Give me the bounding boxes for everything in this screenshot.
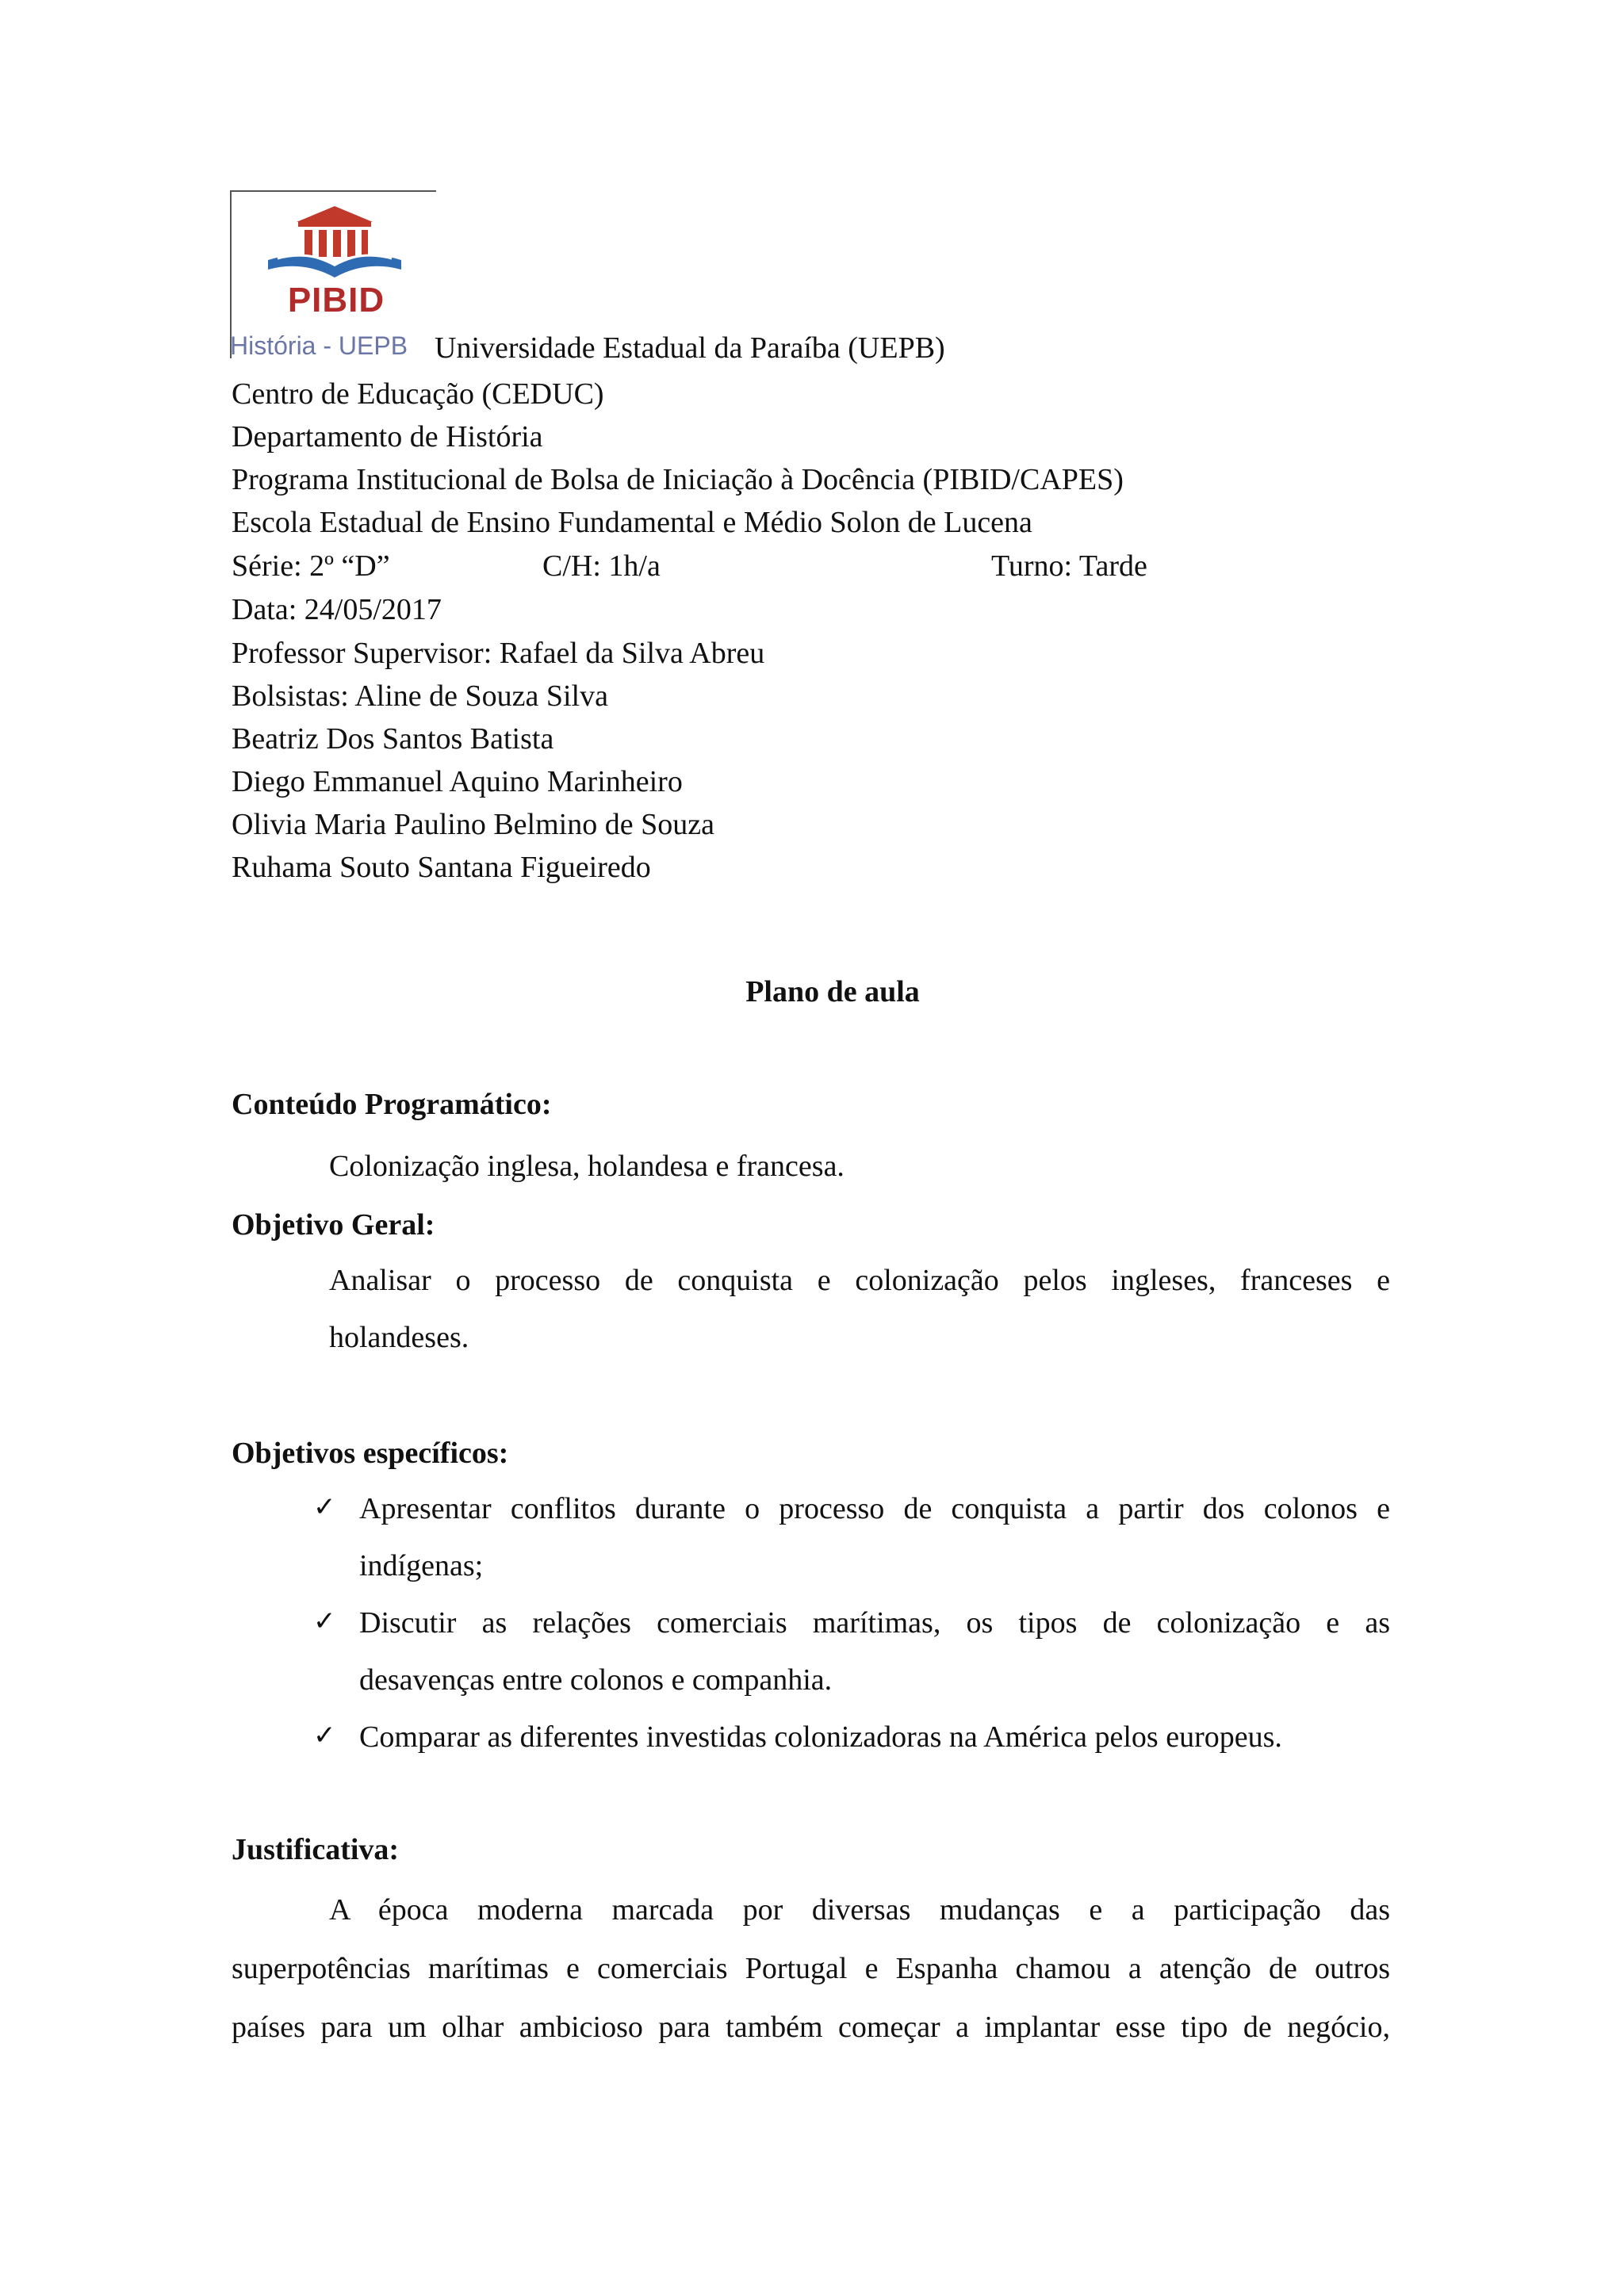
checkmark-icon: ✓ (313, 1720, 336, 1751)
pibid-logo (230, 190, 436, 358)
objetivo-geral-line: holandeses. (329, 1321, 469, 1354)
logo-title: PIBID (287, 281, 385, 320)
list-item (313, 1605, 1392, 1703)
conteudo-text: Colonização inglesa, holandesa e francesa. (329, 1150, 845, 1183)
list-item-text: indígenas; (359, 1549, 484, 1582)
checkmark-icon: ✓ (313, 1605, 336, 1637)
justificativa-line: superpotências marítimas e comerciais Portugal e Espanha chamou a atenção de outros (232, 1952, 1390, 1985)
bolsista-name: Diego Emmanuel Aquino Marinheiro (232, 765, 683, 798)
list-item-text: desavenças entre colonos e companhia. (359, 1663, 833, 1697)
objetivo-geral-line: Analisar o processo de conquista e colonização pelos ingleses, franceses e (329, 1264, 1390, 1297)
justificativa-line: A época moderna marcada por diversas mudanças e a participação das (329, 1893, 1390, 1927)
school-name: Escola Estadual de Ensino Fundamental e Médio Solon de Lucena (232, 506, 1032, 539)
ch-label: C/H: 1h/a (542, 549, 661, 583)
university-name: Universidade Estadual da Paraíba (UEPB) (435, 331, 945, 365)
supervisor-label: Professor Supervisor: Rafael da Silva Abreu (232, 637, 765, 670)
justificativa-line: países para um olhar ambicioso para também começar a implantar esse tipo de negócio, (232, 2011, 1390, 2044)
bolsista-name: Ruhama Souto Santana Figueiredo (232, 851, 651, 884)
list-item-text: Discutir as relações comerciais marítimas, os tipos de colonização e as (359, 1606, 1390, 1640)
list-item (313, 1722, 1392, 1762)
bolsista-name: Beatriz Dos Santos Batista (232, 722, 554, 756)
checkmark-icon: ✓ (313, 1491, 336, 1523)
justificativa-heading: Justificativa: (232, 1833, 400, 1866)
page-title: Plano de aula (745, 975, 920, 1008)
bolsista-name: Olivia Maria Paulino Belmino de Souza (232, 808, 714, 841)
bolsistas-label: Bolsistas: Aline de Souza Silva (232, 679, 608, 713)
logo-subtitle: História - UEPB (230, 331, 408, 360)
list-item-text: Comparar as diferentes investidas colonizadoras na América pelos europeus. (359, 1720, 1282, 1754)
serie-label: Série: 2º “D” (232, 549, 390, 583)
department-name: Departamento de História (232, 420, 543, 453)
list-item-text: Apresentar conflitos durante o processo de conquista a partir dos colonos e (359, 1492, 1390, 1525)
list-item (313, 1491, 1392, 1589)
turno-label: Turno: Tarde (991, 549, 1147, 583)
class-info-row (232, 551, 1421, 586)
program-name: Programa Institucional de Bolsa de Iniciação à Docência (PIBID/CAPES) (232, 463, 1124, 496)
center-name: Centro de Educação (CEDUC) (232, 377, 604, 411)
pibid-emblem-icon (255, 203, 414, 282)
objetivos-especificos-heading: Objetivos específicos: (232, 1437, 509, 1470)
objetivo-geral-heading: Objetivo Geral: (232, 1208, 435, 1242)
conteudo-heading: Conteúdo Programático: (232, 1088, 552, 1121)
date-label: Data: 24/05/2017 (232, 593, 442, 626)
